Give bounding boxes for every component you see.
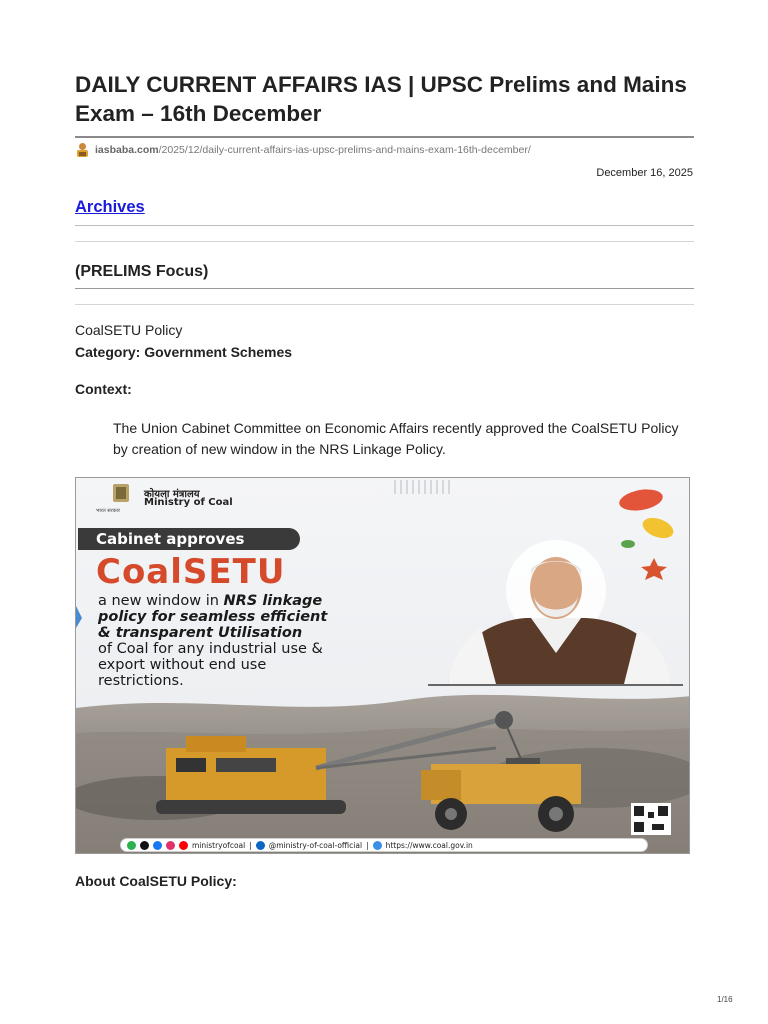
- x-icon: [140, 841, 149, 850]
- qr-code-icon: [631, 803, 671, 835]
- divider: [75, 241, 694, 242]
- publish-date: December 16, 2025: [596, 167, 693, 179]
- article-title: DAILY CURRENT AFFAIRS IAS | UPSC Prelims and Mains Exam – 16th December: [75, 72, 687, 126]
- ministry-hindi-label: कोयला मंत्रालय: [144, 489, 200, 500]
- whatsapp-icon: [127, 841, 136, 850]
- site-favicon-icon: [75, 142, 90, 158]
- poster-social-footer: ministryofcoal | @ministry-of-coal-official | https://www.coal.gov.in: [120, 838, 648, 852]
- linkedin-icon: [256, 841, 265, 850]
- divider: [75, 225, 694, 226]
- globe-icon: [373, 841, 382, 850]
- archives-link[interactable]: Archives: [75, 198, 145, 216]
- footer-url: https://www.coal.gov.in: [385, 840, 473, 850]
- ministry-english-label: Ministry of Coal: [144, 497, 233, 508]
- poster-line-5: export without end use: [98, 657, 267, 673]
- government-label: भारत सरकार: [96, 508, 120, 514]
- national-emblem-icon: [113, 484, 129, 502]
- coalsetu-poster-image: [75, 477, 690, 854]
- divider: [75, 304, 694, 305]
- facebook-icon: [153, 841, 162, 850]
- title-divider: [75, 136, 694, 138]
- about-heading: About CoalSETU Policy:: [75, 873, 237, 889]
- instagram-icon: [166, 841, 175, 850]
- page-counter: 1/16: [717, 995, 733, 1004]
- poster-line-6: restrictions.: [98, 673, 184, 689]
- divider: [75, 288, 694, 289]
- context-heading: Context:: [75, 381, 132, 397]
- poster-line-1: [98, 593, 322, 609]
- source-path: /2025/12/daily-current-affairs-ias-upsc-prelims-and-mains-exam-16th-december/: [158, 144, 531, 156]
- context-paragraph: The Union Cabinet Committee on Economic Affairs recently approved the CoalSETU Policy by creation of new window in the NRS Linkage Policy.: [113, 420, 679, 457]
- cabinet-approves-banner: Cabinet approves: [78, 528, 300, 550]
- poster-line-2: policy for seamless efficient: [98, 609, 328, 625]
- source-domain: iasbaba.com: [95, 144, 159, 156]
- poster-line-4: of Coal for any industrial use &: [98, 641, 323, 657]
- poster-line-1-plain: a new window in: [98, 593, 224, 609]
- footer-linkedin: @ministry-of-coal-official: [268, 840, 363, 850]
- source-url[interactable]: [75, 141, 531, 159]
- poster-line-1-bold: NRS linkage: [223, 593, 323, 609]
- topic-name: CoalSETU Policy: [75, 322, 183, 338]
- footer-handle: ministryofcoal: [192, 840, 246, 850]
- poster-line-3: & transparent Utilisation: [98, 625, 303, 641]
- youtube-icon: [179, 841, 188, 850]
- coalsetu-headline: CoalSETU: [96, 552, 286, 592]
- topic-category: Category: Government Schemes: [75, 344, 293, 360]
- section-heading: (PRELIMS Focus): [75, 263, 209, 280]
